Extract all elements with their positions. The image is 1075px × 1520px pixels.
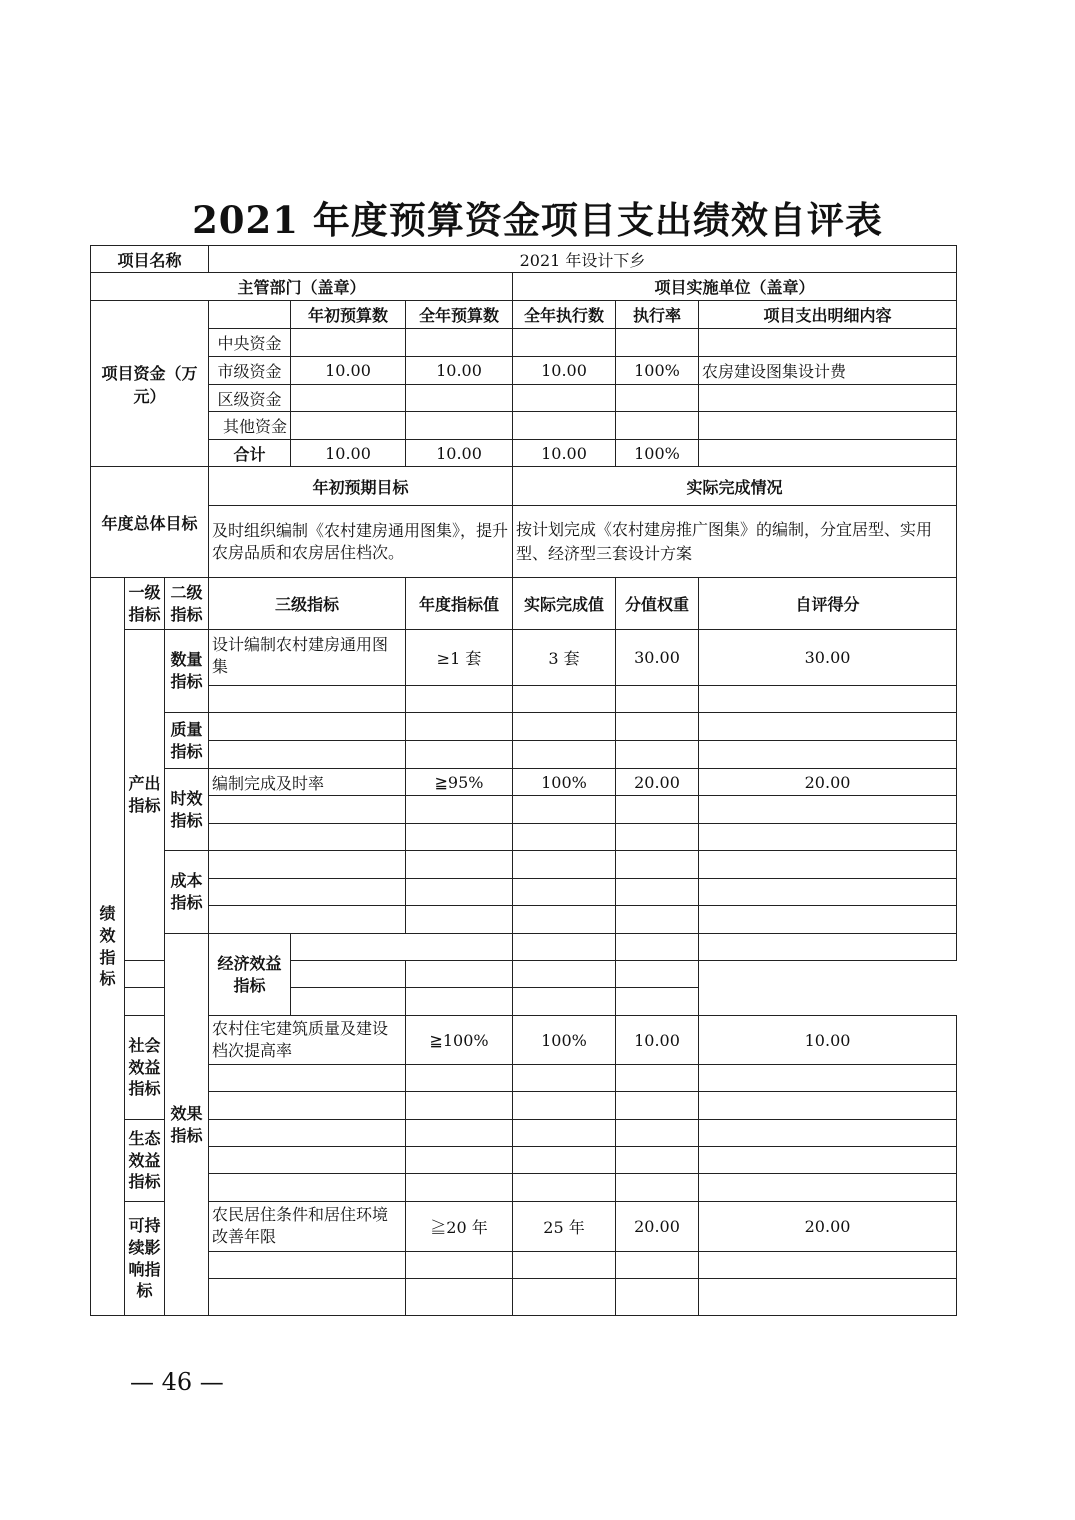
fund-detail: 农房建设图集设计费 [699, 357, 957, 385]
fund-initial: 10.00 [291, 357, 406, 385]
fund-executed [513, 412, 616, 440]
page-number: — 46 — [130, 1368, 224, 1396]
item-name: 农村住宅建筑质量及建设档次提高率 [209, 1016, 406, 1065]
fund-name: 区级资金 [209, 385, 291, 412]
perf-header-score: 自评得分 [699, 578, 957, 630]
funds-total-row [91, 440, 957, 467]
empty-row [91, 879, 957, 906]
level2-cost: 成本指标 [165, 851, 209, 934]
fund-annual [406, 385, 513, 412]
item-score: 10.00 [699, 1016, 957, 1065]
item-weight: 10.00 [616, 1016, 699, 1065]
empty-row [91, 1092, 957, 1120]
fund-rate [616, 385, 699, 412]
fund-annual [406, 412, 513, 440]
empty-row [91, 1147, 957, 1174]
fund-executed: 10.00 [513, 357, 616, 385]
perf-header-level1: 一级指标 [125, 578, 165, 630]
level2-quality: 质量指标 [165, 713, 209, 769]
fund-initial [291, 412, 406, 440]
fund-annual [406, 329, 513, 357]
item-target: ≧100% [406, 1016, 513, 1065]
empty-row [91, 906, 957, 934]
item-actual: 100% [513, 1016, 616, 1065]
funds-header-initial: 年初预算数 [291, 301, 406, 329]
empty-row [91, 741, 957, 769]
perf-header-level2: 二级指标 [165, 578, 209, 630]
goals-planned-text: 及时组织编制《农村建房通用图集》，提升农房品质和农房居住档次。 [209, 506, 513, 578]
level1-effect: 效果指标 [165, 934, 209, 1316]
page-title: 2021 年度预算资金项目支出绩效自评表 [192, 198, 883, 242]
performance-table [90, 245, 957, 1316]
perf-label: 绩效指标 [91, 578, 125, 1316]
project-name-label: 项目名称 [91, 246, 209, 273]
fund-total-initial: 10.00 [291, 440, 406, 467]
fund-total-executed: 10.00 [513, 440, 616, 467]
empty-row [91, 824, 957, 851]
perf-header-weight: 分值权重 [616, 578, 699, 630]
item-score: 20.00 [699, 769, 957, 796]
fund-detail [699, 385, 957, 412]
item-name: 编制完成及时率 [209, 769, 406, 796]
fund-initial [291, 329, 406, 357]
fund-name: 中央资金 [209, 329, 291, 357]
item-target: ≥1 套 [406, 630, 513, 686]
fund-name: 市级资金 [209, 357, 291, 385]
item-score: 20.00 [699, 1202, 957, 1252]
item-target: ≧95% [406, 769, 513, 796]
implementer-label: 项目实施单位（盖章） [513, 273, 957, 301]
empty-row [91, 1065, 957, 1092]
funds-row [91, 412, 957, 440]
fund-executed [513, 385, 616, 412]
fund-detail [699, 412, 957, 440]
funds-row [91, 329, 957, 357]
level1-output: 产出指标 [125, 630, 165, 961]
level2-sustainability: 可持续影响指标 [125, 1202, 165, 1316]
level2-ecological: 生态效益指标 [125, 1120, 165, 1202]
empty-row [91, 1279, 957, 1316]
fund-name: 其他资金 [209, 412, 291, 440]
goals-actual-header: 实际完成情况 [513, 467, 957, 506]
empty-row [91, 1174, 957, 1202]
funds-header-rate: 执行率 [616, 301, 699, 329]
fund-total-annual: 10.00 [406, 440, 513, 467]
item-score: 30.00 [699, 630, 957, 686]
supervisor-dept-label: 主管部门（盖章） [91, 273, 513, 301]
goals-planned-header: 年初预期目标 [209, 467, 513, 506]
fund-rate [616, 329, 699, 357]
level2-social: 社会效益指标 [125, 1016, 165, 1120]
item-name: 农民居住条件和居住环境改善年限 [209, 1202, 406, 1252]
fund-executed [513, 329, 616, 357]
funds-header-executed: 全年执行数 [513, 301, 616, 329]
item-actual: 3 套 [513, 630, 616, 686]
empty-row [91, 686, 957, 713]
fund-rate: 100% [616, 357, 699, 385]
project-name-value: 2021 年设计下乡 [209, 246, 957, 273]
item-weight: 20.00 [616, 769, 699, 796]
funds-row [91, 357, 957, 385]
fund-total-rate: 100% [616, 440, 699, 467]
perf-header-level3: 三级指标 [209, 578, 406, 630]
funds-header-annual: 全年预算数 [406, 301, 513, 329]
level2-timeliness: 时效指标 [165, 769, 209, 851]
fund-total-label: 合计 [209, 440, 291, 467]
item-weight: 30.00 [616, 630, 699, 686]
funds-header-blank [209, 301, 291, 329]
item-name: 设计编制农村建房通用图集 [209, 630, 406, 686]
item-weight: 20.00 [616, 1202, 699, 1252]
fund-total-detail [699, 440, 957, 467]
fund-annual: 10.00 [406, 357, 513, 385]
fund-detail [699, 329, 957, 357]
fund-initial [291, 385, 406, 412]
funds-header-detail: 项目支出明细内容 [699, 301, 957, 329]
fund-rate [616, 412, 699, 440]
item-actual: 25 年 [513, 1202, 616, 1252]
goals-actual-text: 按计划完成《农村建房推广图集》的编制，分宜居型、实用型、经济型三套设计方案 [513, 506, 957, 578]
empty-row [91, 796, 957, 824]
funds-row [91, 385, 957, 412]
goals-label: 年度总体目标 [91, 467, 209, 578]
level2-quantity: 数量指标 [165, 630, 209, 713]
funds-label: 项目资金（万元） [91, 301, 209, 467]
empty-row [91, 1252, 957, 1279]
perf-header-actual: 实际完成值 [513, 578, 616, 630]
item-target: ≧20 年 [406, 1202, 513, 1252]
perf-header-target: 年度指标值 [406, 578, 513, 630]
level2-economic: 经济效益指标 [209, 934, 291, 1016]
item-actual: 100% [513, 769, 616, 796]
